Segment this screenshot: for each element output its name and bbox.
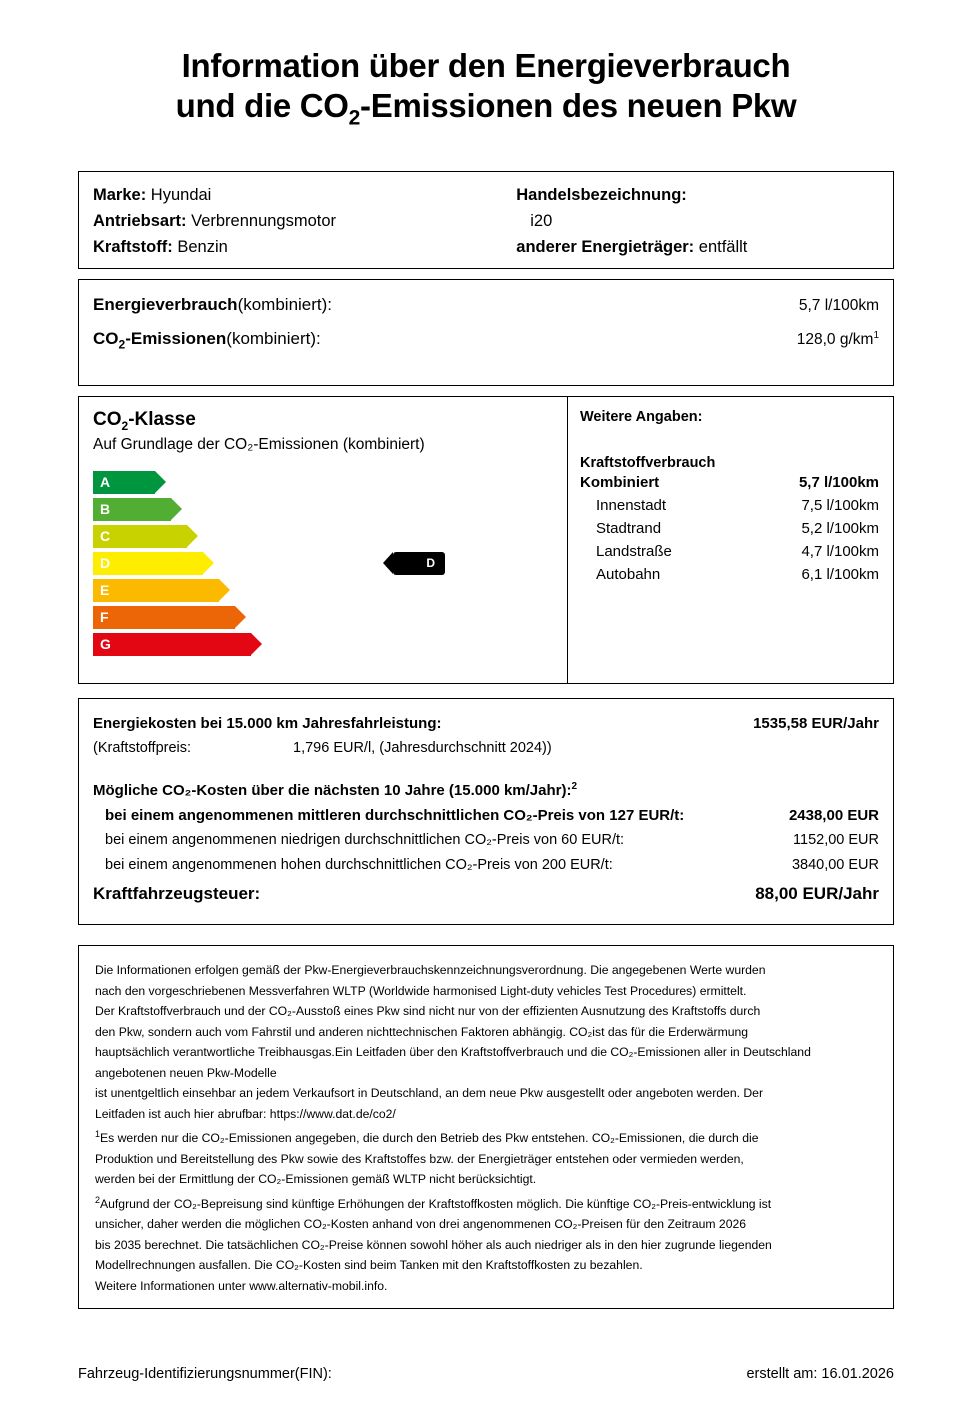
energieverbrauch-label-wrap [93,290,332,320]
footnote-1-marker: 1 [95,1129,101,1140]
row-fuel-price [93,736,879,760]
co2-cost-value: 3840,00 EUR [791,857,879,874]
row-vehicle-tax [93,878,879,910]
fuel-price-value: 1,796 EUR/l, (Jahresdurchschnitt 2024)) [293,740,552,757]
fuel-consumption-value: 6,1 l/100km [801,566,879,584]
row-co2-costs-heading [93,774,879,803]
footnote-1-text-a: Es werden nur die CO₂-Emissionen angegeben, die durch den Betrieb des Pkw entstehen. CO₂-Emissionen, die durch die [100,1131,759,1146]
footnote-2-line-2: unsicher, daher werden die möglichen CO₂-Kosten anhand von drei angenommenen CO₂-Preisen für den Zeitraum 2026 [95,1217,747,1232]
kraftstoff-value: Benzin [177,237,228,256]
legal-line-8: Leitfaden ist auch hier abrufbar: https://www.dat.de/co2/ [95,1106,396,1121]
energy-costs-label: Energiekosten bei 15.000 km Jahresfahrleistung: [93,715,442,733]
row-energy-costs [93,711,879,736]
co2-cost-row [93,828,879,853]
bar-body [93,552,203,575]
footnote-2-line-1 [95,1190,877,1215]
further-info-heading: Weitere Angaben: [580,409,703,426]
bar-body [93,633,251,656]
kraftstoff-label: Kraftstoff: [93,237,173,256]
footnote-1-line-1 [95,1124,877,1149]
fuel-consumption-heading: Kraftstoffverbrauch [580,455,716,472]
bar-body [93,471,155,494]
fuel-consumption-value: 5,7 l/100km [798,474,879,492]
vehicle-info-left [79,182,502,260]
bar-label: F [100,609,109,626]
document-footer [78,1366,894,1382]
bar-body [93,579,219,602]
consumption-box [78,279,894,387]
co2-label-sub: 2 [118,337,126,352]
legal-line-2: nach den vorgeschriebenen Messverfahren WLTP (Worldwide harmonised Light-duty vehicles Test Procedures) ermittelt. [95,983,747,998]
page-title [0,0,972,139]
co2-class-title-sub: 2 [121,418,129,433]
footnote-2-line-3: bis 2035 berechnet. Die tatsächlichen CO₂-Preise können sowohl höher als auch niedriger als in den hier zugrunde liegenden [95,1237,772,1252]
co2-label: CO [93,328,119,348]
bar-label: D [100,555,111,572]
bar-label: G [100,636,111,653]
co2-cost-value: 1152,00 EUR [793,832,879,849]
vehicle-tax-value: 88,00 EUR/Jahr [755,884,879,904]
co2-cost-label: bei einem angenommenen hohen durchschnittlichen CO₂-Preis von 200 EUR/t: [105,857,613,874]
co2-class-bar-d [93,551,567,576]
co2-class-bars [93,470,567,657]
co2-value-wrap [797,321,879,355]
fin-label: Fahrzeug-Identifizierungsnummer(FIN): [78,1366,332,1382]
bar-arrow-icon [251,633,262,655]
energy-costs-value: 1535,58 EUR/Jahr [753,715,879,733]
fuel-consumption-row [580,471,879,494]
marker-arrow-icon [383,552,393,574]
fuel-consumption-value: 7,5 l/100km [801,497,879,515]
row-antriebsart [93,208,502,234]
footnote-2-marker: 2 [95,1194,101,1205]
co2-cost-label: bei einem angenommenen niedrigen durchschnittlichen CO₂-Preis von 60 EUR/t: [105,832,625,849]
legal-line-3: Der Kraftstoffverbrauch und der CO₂-Ausstoß eines Pkw sind nicht nur von der effizienten Ausnutzung des Kraftstoffs durch [95,1004,761,1019]
co2-label-wrap [93,324,321,359]
footnote-1-line-3: werden bei der Ermittlung der CO₂-Emissionen gemäß WLTP nicht berücksichtigt. [95,1172,537,1187]
title-line2-sub: 2 [348,106,361,130]
vehicle-tax-label: Kraftfahrzeugsteuer: [93,884,261,904]
handelsbezeichnung-value: i20 [530,211,553,230]
fuel-consumption-label: Kombiniert [580,474,660,492]
fuel-consumption-value: 5,2 l/100km [801,520,879,538]
co2-cost-value: 2438,00 EUR [788,807,879,825]
antriebsart-label: Antriebsart: [93,211,187,230]
legal-line-1: Die Informationen erfolgen gemäß der Pkw-Energieverbrauchskennzeichnungsverordnung. Die angegebenen Werte wurden [95,963,766,978]
bar-arrow-icon [235,606,246,628]
fuel-consumption-label: Autobahn [596,566,661,584]
bar-arrow-icon [203,552,214,574]
co2-class-marker [393,552,445,575]
co2-class-bar-a [93,470,567,495]
bar-label: C [100,528,111,545]
co2-costs-heading [93,774,577,803]
co2-class-bar-b [93,497,567,522]
fuel-consumption-value: 4,7 l/100km [801,543,879,561]
fuel-consumption-label: Landstraße [596,543,672,561]
row-energietraeger [516,234,893,260]
marke-value: Hyundai [150,185,212,204]
vehicle-info-right [502,182,893,260]
title-line1: Information über den Energieverbrauch [181,47,791,84]
row-kraftstoff [93,234,502,260]
co2-class-bar-f [93,605,567,630]
fuel-consumption-row [580,540,879,563]
co2-class-bar-g [93,632,567,657]
co2-label-suffix: (kombiniert): [226,328,321,348]
energietraeger-label: anderer Energieträger: [516,237,695,256]
co2-value-footnote: 1 [873,329,879,341]
co2-cost-rows [93,803,879,878]
fuel-consumption-rows [580,471,879,586]
co2-costs-heading-text: Mögliche CO₂-Kosten über die nächsten 10 Jahre (15.000 km/Jahr): [93,782,572,800]
marke-label: Marke: [93,185,147,204]
co2-class-scale-panel [79,397,567,683]
legal-line-7: ist unentgeltlich einsehbar an jedem Verkaufsort in Deutschland, an dem neue Pkw ausgestellt oder angeboten werden. Der [95,1086,764,1101]
bar-arrow-icon [187,525,198,547]
energieverbrauch-label: Energieverbrauch [93,294,238,314]
co2-class-title [93,409,567,433]
legal-line-5: hauptsächlich verantwortliche Treibhausgas.Ein Leitfaden über den Kraftstoffverbrauch und die CO₂-Emissionen aller in Deutschland [95,1045,811,1060]
title-line2-a: und die CO [175,87,349,124]
footnote-1-line-2: Produktion und Bereitstellung des Pkw sowie des Kraftstoffes bzw. der Energieträger entstehen oder vermieden werden, [95,1151,744,1166]
co2-cost-row [93,853,879,878]
co2-class-title-b: -Klasse [128,409,196,431]
created-date: erstellt am: 16.01.2026 [746,1366,894,1382]
co2-label-rest: -Emissionen [125,328,227,348]
co2-cost-label: bei einem angenommenen mittleren durchschnittlichen CO₂-Preis von 127 EUR/t: [105,807,685,825]
energieverbrauch-value: 5,7 l/100km [798,296,879,314]
row-co2-emissionen [93,321,879,360]
bar-body [93,498,171,521]
costs-box [78,698,894,925]
legal-line-4: den Pkw, sondern auch vom Fahrstil und anderen nichttechnischen Faktoren abhängig. CO₂ist das für die Erderwärmung [95,1024,749,1039]
row-handelsbezeichnung-label [516,182,893,208]
footnote-2-line-4: Modellrechnungen ausfallen. Die CO₂-Kosten sind beim Tanken mit den Kraftstoffkosten zu bezahlen. [95,1258,643,1273]
footnote-2-line-5: Weitere Informationen unter www.alternativ-mobil.info. [95,1278,388,1293]
further-info-panel [567,397,893,683]
title-line2-b: -Emissionen des neuen Pkw [360,87,797,124]
vehicle-info-box [78,171,894,269]
bar-label: E [100,582,110,599]
co2-class-bar-e [93,578,567,603]
co2-costs-heading-footnote: 2 [571,781,578,793]
fuel-consumption-row [580,517,879,540]
bar-arrow-icon [155,471,166,493]
fuel-consumption-row [580,563,879,586]
energieverbrauch-label-suffix: (kombiniert): [237,294,333,314]
row-marke [93,182,502,208]
bar-arrow-icon [171,498,182,520]
fuel-consumption-label: Innenstadt [596,497,667,515]
co2-class-subtitle: Auf Grundlage der CO₂-Emissionen (kombiniert) [93,435,425,453]
co2-class-box [78,396,894,684]
fuel-price-label: (Kraftstoffpreis: [93,740,192,757]
row-handelsbezeichnung-value [516,208,893,234]
marker-label: D [426,556,435,571]
bar-body [93,525,187,548]
legal-line-6: angebotenen neuen Pkw-Modelle [95,1065,277,1080]
co2-cost-row [93,803,879,828]
row-energieverbrauch [93,290,879,321]
bar-arrow-icon [219,579,230,601]
co2-class-bar-c [93,524,567,549]
bar-label: A [100,474,111,491]
energietraeger-value: entfällt [698,237,748,256]
fuel-consumption-row [580,494,879,517]
co2-class-title-a: CO [93,409,122,431]
bar-body [93,606,235,629]
antriebsart-value: Verbrennungsmotor [191,211,337,230]
footnote-2-text-a: Aufgrund der CO₂-Bepreisung sind künftige Erhöhungen der Kraftstoffkosten möglich. Die künftige CO₂-Preis-entwicklung ist [100,1196,772,1211]
co2-value: 128,0 g/km [796,330,874,348]
legal-text-box [78,945,894,1309]
fuel-consumption-label: Stadtrand [596,520,662,538]
bar-label: B [100,501,111,518]
handelsbezeichnung-label: Handelsbezeichnung: [516,185,687,204]
